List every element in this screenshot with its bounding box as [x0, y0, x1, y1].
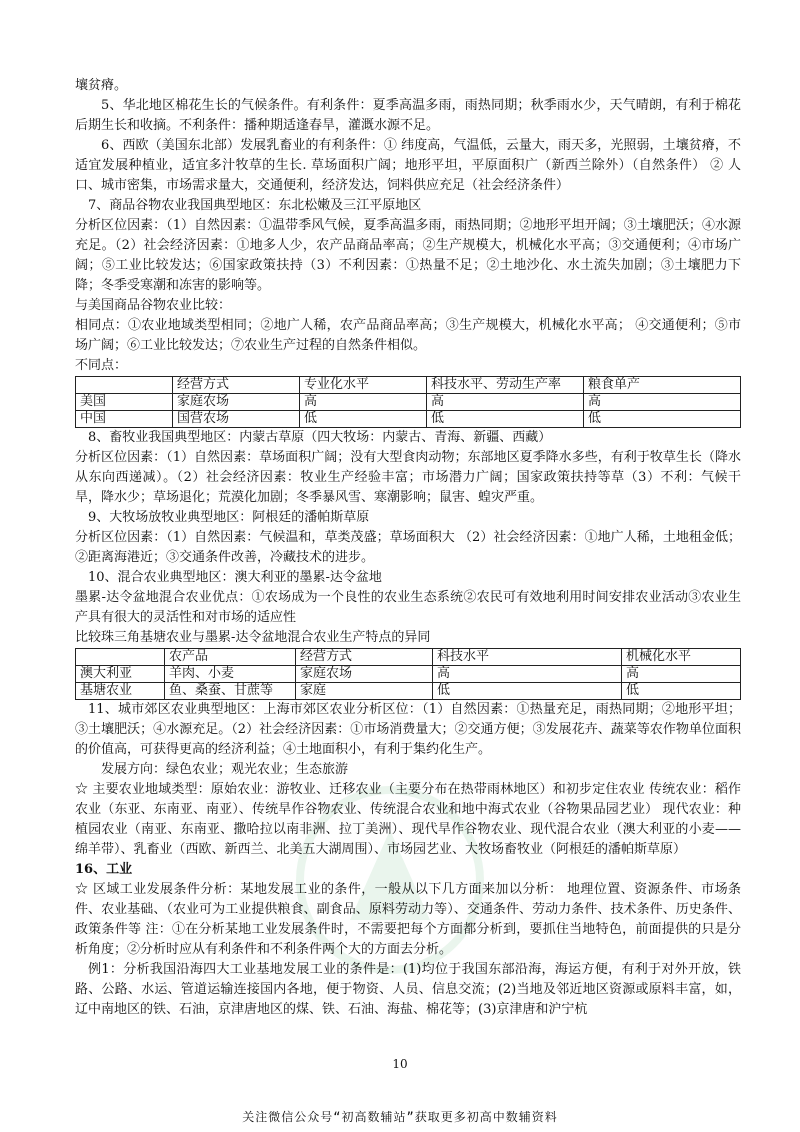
paragraph: 11、城市郊区农业典型地区：上海市郊区农业分析区位：（1）自然因素：①热量充足，雨热同期；②地形平坦；③土壤肥沃；④水源充足。（2）社会经济因素：①市场消费量大；②交通方便；③发展花卉、蔬菜等农作物单位面积的价值高，可获得更高的经济利益；④土地面积小，有利于集约化生产。 [75, 702, 741, 757]
paragraph: 8、畜牧业我国典型地区：内蒙古草原（四大牧场：内蒙古、青海、新疆、西藏） [88, 430, 552, 445]
paragraph: 分析区位因素：（1）自然因素：气候温和，草类茂盛；草场面积大 （2）社会经济因素：①地广人稀，土地租金低；②距离海港近；③交通条件改善，冷藏技术的进步。 [75, 530, 741, 565]
table-header-row [76, 649, 741, 666]
paragraph: 不同点： [75, 358, 128, 373]
table-cell: 经营方式 [296, 649, 433, 666]
paragraph-block-top [75, 76, 741, 376]
paragraph: 5、华北地区棉花生长的气候条件。有利条件：夏季高温多雨，雨热同期；秋季雨水少，天气晴朗，有利于棉花后期生长和收摘。不利条件：播种期适逢春旱，灌溉水源不足。 [75, 98, 741, 133]
paragraph: 6、西欧（美国东北部）发展乳畜业的有利条件：① 纬度高，气温低，云量大，雨天多，光照弱，土壤贫瘠，不适宜发展种植业，适宜多汁牧草的生长. 草场面积广阔；地形平坦，平原面积广（新西兰除外）（自然条件） ② 人口、城市密集，市场需求量大，交通便利，经济发达，饲料供应充足（社会经济条件） [75, 138, 741, 193]
table-cell: 科技水平、劳动生产率 [427, 377, 584, 394]
table-cell: 高 [622, 666, 741, 683]
comparison-table-grain [75, 376, 741, 428]
table-cell: 澳大利亚 [76, 666, 165, 683]
paragraph: 墨累-达令盆地混合农业优点：①农场成为一个良性的农业生态系统②农民可有效地利用时间安排农业活动③农业生产具有很大的灵活性和对市场的适应性 [75, 590, 741, 625]
table-cell: 羊肉、小麦 [165, 666, 296, 683]
table-cell [76, 377, 173, 394]
paragraph: 相同点：①农业地域类型相同；②地广人稀，农产品商品率高；③生产规模大，机械化水平高； ④交通便利；⑤市场广阔；⑥工业比较发达；⑦农业生产过程的自然条件相似。 [75, 318, 741, 353]
table-row [76, 683, 741, 700]
document-page [75, 76, 741, 1020]
paragraph-block-mid [75, 428, 741, 648]
table-row [76, 411, 741, 428]
table-row [76, 394, 741, 411]
table-cell: 机械化水平 [622, 649, 741, 666]
table-cell: 家庭 [296, 683, 433, 700]
paragraph: 16、工业 [75, 862, 133, 877]
table-cell: 高 [433, 666, 622, 683]
table-cell: 专业化水平 [300, 377, 427, 394]
table-cell: 国营农场 [173, 411, 300, 428]
table-cell: 高 [300, 394, 427, 411]
table-cell: 鱼、桑蚕、甘蔗等 [165, 683, 296, 700]
table-cell: 低 [300, 411, 427, 428]
paragraph: 分析区位因素：（1）自然因素：草场面积广阔；没有大型食肉动物；东部地区夏季降水多些，有利于牧草生长（降水从东向西递减）。（2）社会经济因素：牧业生产经验丰富；市场潜力广阔；国家政策扶持等草（3）不利：气候干旱，降水少；草场退化；荒漠化加剧；冬季暴风雪、寒潮影响；鼠害、蝗灾严重。 [75, 450, 741, 505]
page-number: 10 [392, 1057, 408, 1071]
table-cell: 家庭农场 [173, 394, 300, 411]
paragraph-block-bottom [75, 700, 741, 1020]
table-cell: 低 [584, 411, 741, 428]
table-cell: 低 [433, 683, 622, 700]
table-cell: 科技水平 [433, 649, 622, 666]
paragraph: ☆ 主要农业地域类型：原始农业：游牧业、迁移农业（主要分布在热带雨林地区）和初步定住农业 传统农业：稻作农业（东亚、东南亚、南亚）、传统旱作谷物农业、传统混合农业和地中海式农业（谷物果品园艺业） 现代农业：种植园农业（南亚、东南亚、撒哈拉以南非洲、拉丁美洲）、现代旱作谷物农业、现代混合农业（澳大利亚的小麦——绵羊带）、乳畜业（西欧、新西兰、北美五大湖周围）、市场园艺业、大牧场畜牧业（阿根廷的潘帕斯草原） [75, 782, 741, 857]
comparison-table-mixed-farming [75, 648, 741, 700]
paragraph: 例1：分析我国沿海四大工业基地发展工业的条件是：(1)均位于我国东部沿海，海运方便，有利于对外开放，铁路、公路、水运、管道运输连接国内各地，便于物资、人员、信息交流；(2)当地及邻近地区资源或原料丰富，如，辽中南地区的铁、石油，京津唐地区的煤、铁、石油、海盐、棉花等；(3)京津唐和沪宁杭 [75, 962, 741, 1017]
table-cell: 低 [427, 411, 584, 428]
table-cell: 家庭农场 [296, 666, 433, 683]
table-cell: 美国 [76, 394, 173, 411]
paragraph: 7、商品谷物农业我国典型地区：东北松嫩及三江平原地区 [88, 198, 422, 213]
table-cell: 农产品 [165, 649, 296, 666]
paragraph: 9、大牧场放牧业典型地区：阿根廷的潘帕斯草原 [88, 510, 370, 525]
paragraph: 发展方向：绿色农业；观光农业；生态旅游 [101, 762, 349, 777]
table-cell: 基塘农业 [76, 683, 165, 700]
paragraph: 壤贫瘠。 [75, 78, 128, 93]
table-row [76, 666, 741, 683]
footer-text: 关注微信公众号“初高数辅站”获取更多初高中数辅资料 [242, 1110, 558, 1124]
table-cell: 粮食单产 [584, 377, 741, 394]
table-cell: 低 [622, 683, 741, 700]
table-cell: 中国 [76, 411, 173, 428]
paragraph: 10、混合农业典型地区：澳大利亚的墨累-达令盆地 [88, 570, 382, 585]
table-cell: 高 [584, 394, 741, 411]
paragraph: ☆ 区域工业发展条件分析：某地发展工业的条件，一般从以下几方面来加以分析： 地理位置、资源条件、市场条件、农业基础、（农业可为工业提供粮食、副食品、原料劳动力等）、交通条件、劳动力条件、技术条件、历史条件、政策条件等 注：①在分析某地工业发展条件时，不需要把每个方面都分析到，要抓住当地特色，前面提供的只是分析角度；②分析时应从有利条件和不利条件两个大的方面去分析。 [75, 882, 741, 957]
table-header-row [76, 377, 741, 394]
paragraph: 与美国商品谷物农业比较： [75, 298, 232, 313]
paragraph: 比较珠三角基塘农业与墨累-达令盆地混合农业生产特点的异同 [75, 630, 431, 645]
paragraph: 分析区位因素：（1）自然因素：①温带季风气候，夏季高温多雨，雨热同期；②地形平坦开阔；③土壤肥沃；④水源充足。（2）社会经济因素：①地多人少，农产品商品率高；②生产规模大，机械化水平高；③交通便利；④市场广阔；⑤工业比较发达；⑥国家政策扶持（3）不利因素：①热量不足；②土地沙化、水土流失加剧；③土壤肥力下降；冬季受寒潮和冻害的影响等。 [75, 218, 741, 293]
table-cell: 高 [427, 394, 584, 411]
table-cell: 经营方式 [173, 377, 300, 394]
table-cell [76, 649, 165, 666]
